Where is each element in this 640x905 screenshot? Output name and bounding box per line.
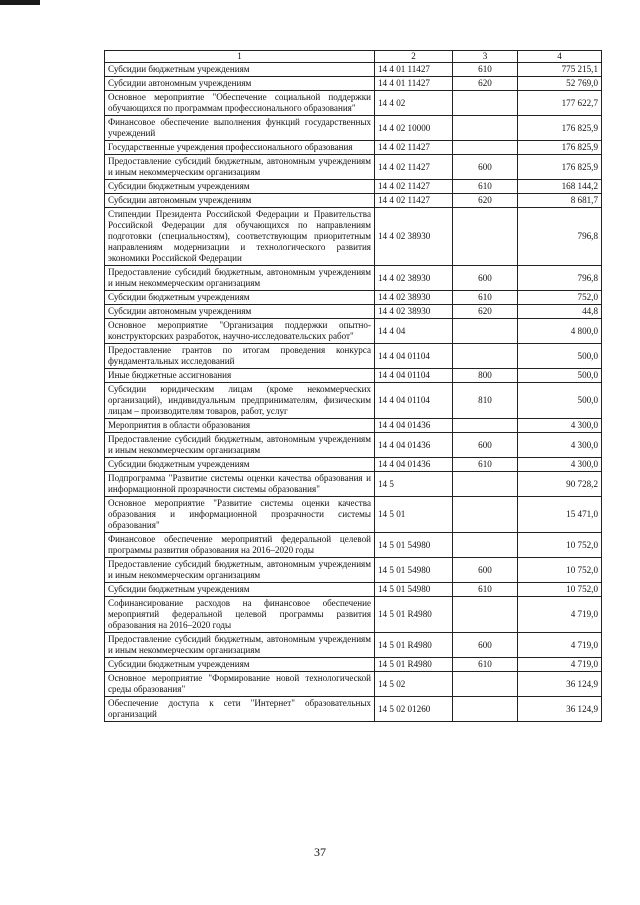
row-code: 14 4 04 01436 <box>375 433 453 458</box>
row-code: 14 4 02 38930 <box>375 305 453 319</box>
row-name: Субсидии бюджетным учреждениям <box>105 458 375 472</box>
table-row <box>105 597 602 633</box>
row-code: 14 4 02 11427 <box>375 180 453 194</box>
table-row <box>105 533 602 558</box>
row-vr: 620 <box>453 77 518 91</box>
row-amount: 36 124,9 <box>518 697 602 722</box>
row-code: 14 4 02 38930 <box>375 266 453 291</box>
row-amount: 4 300,0 <box>518 458 602 472</box>
row-code: 14 5 01 R4980 <box>375 597 453 633</box>
row-name: Предоставление субсидий бюджетным, автономным учреждениям и иным некоммерческим организациям <box>105 633 375 658</box>
header-col-1: 1 <box>105 51 375 63</box>
row-vr <box>453 208 518 266</box>
row-name: Субсидии бюджетным учреждениям <box>105 63 375 77</box>
row-amount: 10 752,0 <box>518 533 602 558</box>
row-name: Подпрограмма "Развитие системы оценки качества образования и информационной прозрачности системы образования" <box>105 472 375 497</box>
row-amount: 8 681,7 <box>518 194 602 208</box>
row-vr: 620 <box>453 305 518 319</box>
row-vr: 600 <box>453 155 518 180</box>
row-name: Стипендии Президента Российской Федерации и Правительства Российской Федерации для обучающихся по направлениям подготовки (специальностям), соответствующим приоритетным направлениям модернизации и технологического развития экономики Российской Федерации <box>105 208 375 266</box>
row-name: Основное мероприятие "Обеспечение социальной поддержки обучающихся по программам профессионального образования" <box>105 91 375 116</box>
row-name: Субсидии автономным учреждениям <box>105 77 375 91</box>
table-row <box>105 155 602 180</box>
row-code: 14 5 01 54980 <box>375 558 453 583</box>
row-amount: 90 728,2 <box>518 472 602 497</box>
row-amount: 36 124,9 <box>518 672 602 697</box>
table-row <box>105 497 602 533</box>
row-vr: 810 <box>453 383 518 419</box>
row-code: 14 4 02 38930 <box>375 208 453 266</box>
table-header-row <box>105 51 602 63</box>
row-name: Субсидии бюджетным учреждениям <box>105 583 375 597</box>
header-col-3: 3 <box>453 51 518 63</box>
row-code: 14 5 <box>375 472 453 497</box>
row-vr: 610 <box>453 658 518 672</box>
row-amount: 4 300,0 <box>518 419 602 433</box>
table-row <box>105 369 602 383</box>
row-vr <box>453 319 518 344</box>
row-name: Финансовое обеспечение мероприятий федеральной целевой программы развития образования на 2016–2020 годы <box>105 533 375 558</box>
row-amount: 4 719,0 <box>518 597 602 633</box>
table-row <box>105 266 602 291</box>
row-vr <box>453 91 518 116</box>
row-name: Субсидии бюджетным учреждениям <box>105 658 375 672</box>
row-vr <box>453 697 518 722</box>
row-vr <box>453 141 518 155</box>
row-amount: 796,8 <box>518 208 602 266</box>
row-name: Субсидии автономным учреждениям <box>105 194 375 208</box>
table-row <box>105 319 602 344</box>
row-name: Иные бюджетные ассигнования <box>105 369 375 383</box>
row-name: Предоставление субсидий бюджетным, автономным учреждениям и иным некоммерческим организациям <box>105 558 375 583</box>
row-amount: 796,8 <box>518 266 602 291</box>
row-code: 14 4 02 11427 <box>375 155 453 180</box>
row-code: 14 4 01 11427 <box>375 63 453 77</box>
row-vr: 600 <box>453 433 518 458</box>
row-name: Основное мероприятие "Формирование новой технологической среды образования" <box>105 672 375 697</box>
table-row <box>105 658 602 672</box>
table-row <box>105 583 602 597</box>
row-vr: 610 <box>453 180 518 194</box>
table-row <box>105 91 602 116</box>
row-vr <box>453 472 518 497</box>
table-row <box>105 208 602 266</box>
row-code: 14 4 04 01104 <box>375 383 453 419</box>
row-code: 14 4 04 01104 <box>375 369 453 383</box>
row-amount: 176 825,9 <box>518 155 602 180</box>
row-name: Субсидии бюджетным учреждениям <box>105 291 375 305</box>
table-row <box>105 419 602 433</box>
row-name: Обеспечение доступа к сети "Интернет" образовательных организаций <box>105 697 375 722</box>
table-row <box>105 633 602 658</box>
row-name: Субсидии юридическим лицам (кроме некоммерческих организаций), индивидуальным предпринимателям, физическим лицам – производителям товаров, работ, услуг <box>105 383 375 419</box>
table-row <box>105 63 602 77</box>
row-amount: 500,0 <box>518 383 602 419</box>
row-vr: 610 <box>453 458 518 472</box>
row-vr: 600 <box>453 633 518 658</box>
row-name: Предоставление субсидий бюджетным, автономным учреждениям и иным некоммерческим организациям <box>105 266 375 291</box>
row-vr <box>453 497 518 533</box>
row-name: Предоставление грантов по итогам проведения конкурса фундаментальных исследований <box>105 344 375 369</box>
row-amount: 4 300,0 <box>518 433 602 458</box>
row-amount: 52 769,0 <box>518 77 602 91</box>
row-code: 14 4 04 01436 <box>375 458 453 472</box>
row-amount: 4 719,0 <box>518 658 602 672</box>
row-name: Основное мероприятие "Развитие системы оценки качества образования и информационной прозрачности системы образования" <box>105 497 375 533</box>
row-name: Софинансирование расходов на финансовое обеспечение мероприятий федеральной целевой программы развития образования на 2016–2020 годы <box>105 597 375 633</box>
row-amount: 500,0 <box>518 369 602 383</box>
row-vr <box>453 533 518 558</box>
row-amount: 177 622,7 <box>518 91 602 116</box>
row-amount: 176 825,9 <box>518 116 602 141</box>
row-name: Основное мероприятие "Организация поддержки опытно-конструкторских разработок, научно-исследовательских работ" <box>105 319 375 344</box>
row-amount: 176 825,9 <box>518 141 602 155</box>
table-row <box>105 291 602 305</box>
row-name: Государственные учреждения профессионального образования <box>105 141 375 155</box>
row-name: Предоставление субсидий бюджетным, автономным учреждениям и иным некоммерческим организациям <box>105 433 375 458</box>
row-vr <box>453 672 518 697</box>
row-name: Субсидии бюджетным учреждениям <box>105 180 375 194</box>
row-name: Предоставление субсидий бюджетным, автономным учреждениям и иным некоммерческим организациям <box>105 155 375 180</box>
table-row <box>105 344 602 369</box>
table-row <box>105 472 602 497</box>
table-row <box>105 458 602 472</box>
row-amount: 10 752,0 <box>518 583 602 597</box>
row-name: Субсидии автономным учреждениям <box>105 305 375 319</box>
table-row <box>105 194 602 208</box>
row-code: 14 4 02 10000 <box>375 116 453 141</box>
row-code: 14 4 04 01104 <box>375 344 453 369</box>
row-code: 14 5 01 R4980 <box>375 658 453 672</box>
row-name: Мероприятия в области образования <box>105 419 375 433</box>
row-amount: 775 215,1 <box>518 63 602 77</box>
row-vr: 610 <box>453 63 518 77</box>
row-vr: 610 <box>453 291 518 305</box>
row-vr <box>453 419 518 433</box>
table-row <box>105 116 602 141</box>
row-amount: 4 719,0 <box>518 633 602 658</box>
row-vr <box>453 116 518 141</box>
table-row <box>105 672 602 697</box>
table-row <box>105 305 602 319</box>
row-code: 14 4 04 01436 <box>375 419 453 433</box>
row-code: 14 4 02 11427 <box>375 194 453 208</box>
row-vr: 800 <box>453 369 518 383</box>
table-row <box>105 433 602 458</box>
budget-table <box>104 50 602 722</box>
row-code: 14 5 01 54980 <box>375 533 453 558</box>
row-amount: 15 471,0 <box>518 497 602 533</box>
row-code: 14 5 01 <box>375 497 453 533</box>
row-code: 14 4 02 11427 <box>375 141 453 155</box>
row-amount: 168 144,2 <box>518 180 602 194</box>
row-vr: 600 <box>453 558 518 583</box>
row-code: 14 5 02 01260 <box>375 697 453 722</box>
row-amount: 752,0 <box>518 291 602 305</box>
row-vr: 600 <box>453 266 518 291</box>
table-row <box>105 558 602 583</box>
row-name: Финансовое обеспечение выполнения функций государственных учреждений <box>105 116 375 141</box>
row-code: 14 4 01 11427 <box>375 77 453 91</box>
header-col-2: 2 <box>375 51 453 63</box>
row-code: 14 5 01 R4980 <box>375 633 453 658</box>
row-amount: 500,0 <box>518 344 602 369</box>
table-body <box>105 63 602 722</box>
table-row <box>105 180 602 194</box>
row-code: 14 4 02 <box>375 91 453 116</box>
page-number: 37 <box>314 845 326 859</box>
row-amount: 4 800,0 <box>518 319 602 344</box>
header-col-4: 4 <box>518 51 602 63</box>
row-amount: 44,8 <box>518 305 602 319</box>
table-row <box>105 141 602 155</box>
row-vr: 610 <box>453 583 518 597</box>
row-code: 14 4 04 <box>375 319 453 344</box>
row-amount: 10 752,0 <box>518 558 602 583</box>
table-row <box>105 697 602 722</box>
row-vr: 620 <box>453 194 518 208</box>
row-vr <box>453 344 518 369</box>
row-code: 14 4 02 38930 <box>375 291 453 305</box>
table-row <box>105 77 602 91</box>
scan-edge-mark <box>0 0 40 5</box>
table-row <box>105 383 602 419</box>
row-code: 14 5 01 54980 <box>375 583 453 597</box>
row-vr <box>453 597 518 633</box>
row-code: 14 5 02 <box>375 672 453 697</box>
